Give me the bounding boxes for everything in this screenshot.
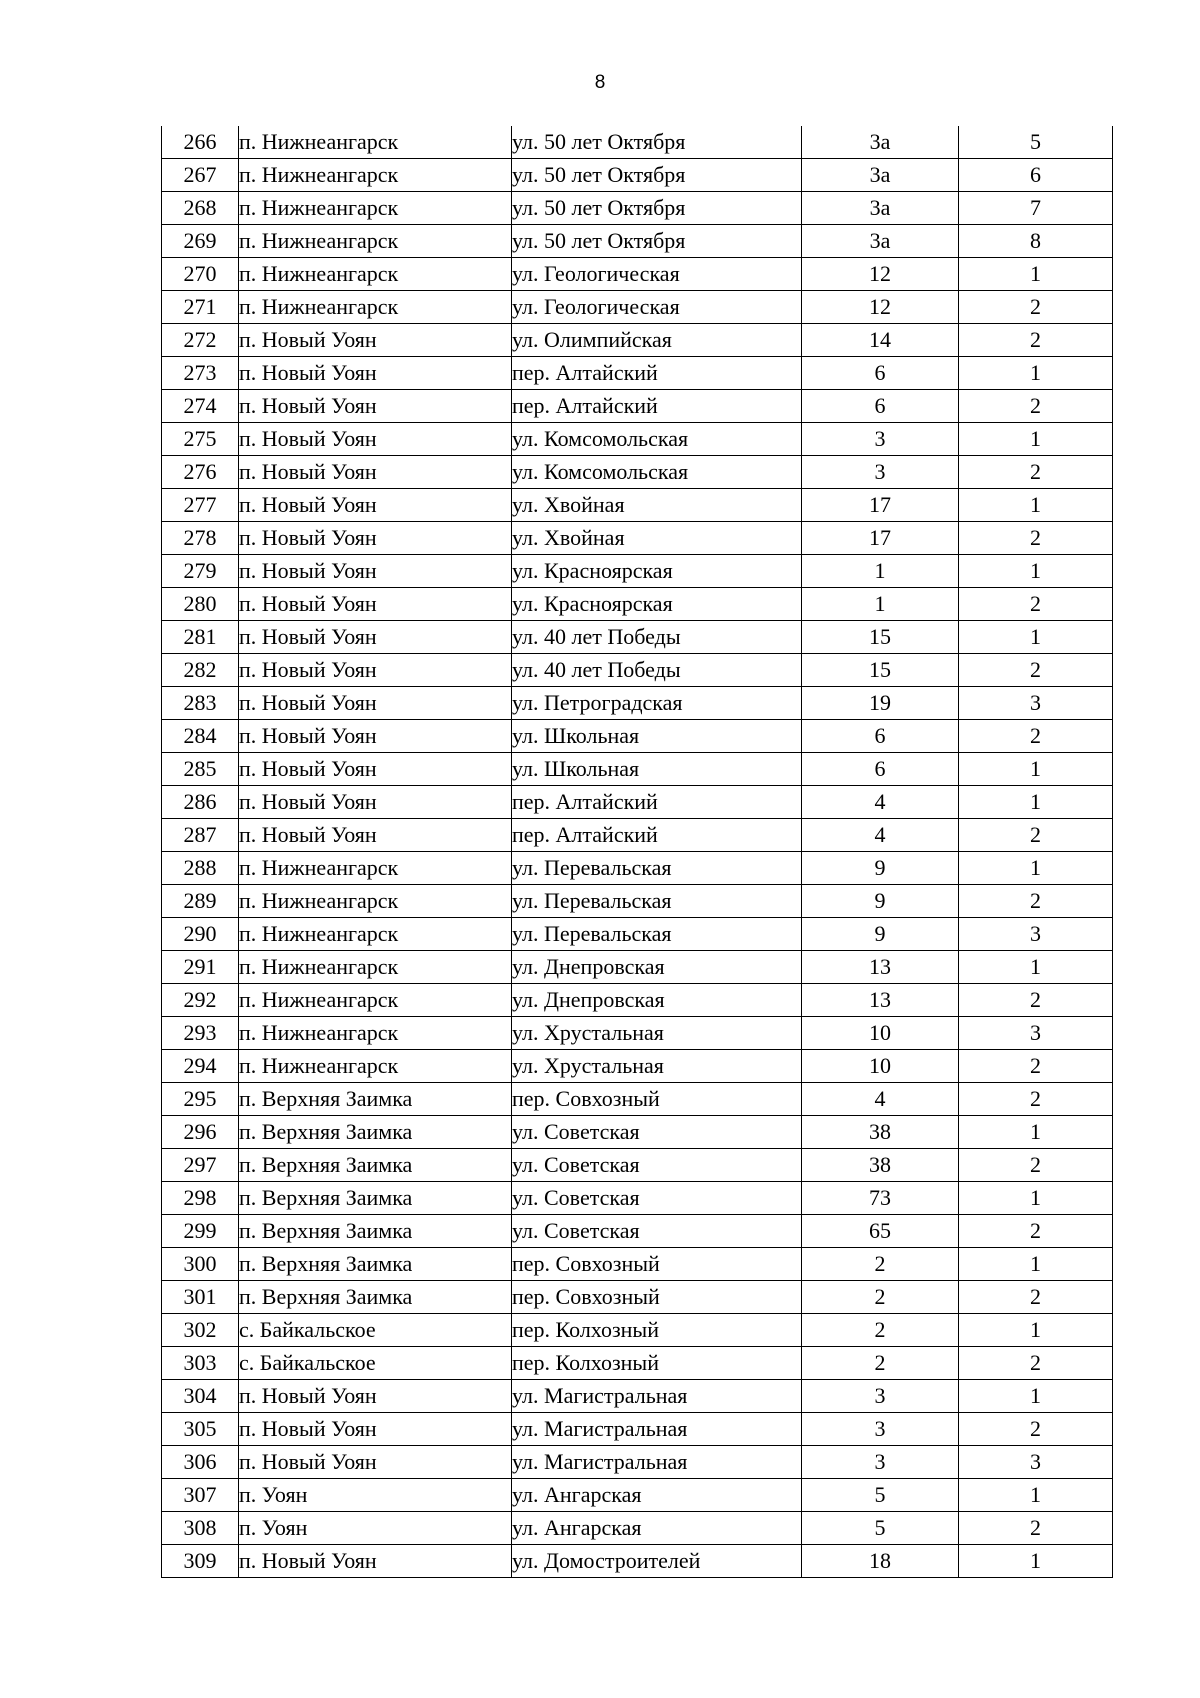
street-cell: ул. Хрустальная	[512, 1050, 802, 1083]
row-number-cell: 273	[162, 357, 239, 390]
settlement-cell: п. Верхняя Заимка	[239, 1281, 512, 1314]
street-cell: ул. Хвойная	[512, 489, 802, 522]
street-cell: пер. Совхозный	[512, 1281, 802, 1314]
street-cell: ул. Ангарская	[512, 1512, 802, 1545]
settlement-cell: п. Новый Уоян	[239, 1545, 512, 1578]
settlement-cell: п. Новый Уоян	[239, 423, 512, 456]
table-row	[162, 1380, 1113, 1413]
apartment-number-cell: 2	[959, 390, 1113, 423]
house-number-cell: 4	[802, 786, 959, 819]
house-number-cell: 73	[802, 1182, 959, 1215]
street-cell: ул. Олимпийская	[512, 324, 802, 357]
table-row	[162, 1149, 1113, 1182]
table-row	[162, 1347, 1113, 1380]
apartment-number-cell: 2	[959, 1413, 1113, 1446]
house-number-cell: 9	[802, 885, 959, 918]
house-number-cell: 3а	[802, 192, 959, 225]
table-row	[162, 654, 1113, 687]
settlement-cell: п. Нижнеангарск	[239, 291, 512, 324]
table-row	[162, 1182, 1113, 1215]
house-number-cell: 17	[802, 522, 959, 555]
row-number-cell: 309	[162, 1545, 239, 1578]
house-number-cell: 19	[802, 687, 959, 720]
settlement-cell: п. Нижнеангарск	[239, 159, 512, 192]
apartment-number-cell: 1	[959, 1248, 1113, 1281]
house-number-cell: 4	[802, 1083, 959, 1116]
street-cell: ул. Геологическая	[512, 258, 802, 291]
apartment-number-cell: 1	[959, 1314, 1113, 1347]
row-number-cell: 282	[162, 654, 239, 687]
table-row	[162, 555, 1113, 588]
apartment-number-cell: 3	[959, 687, 1113, 720]
settlement-cell: п. Нижнеангарск	[239, 918, 512, 951]
street-cell: пер. Алтайский	[512, 819, 802, 852]
row-number-cell: 287	[162, 819, 239, 852]
settlement-cell: п. Нижнеангарск	[239, 1017, 512, 1050]
row-number-cell: 272	[162, 324, 239, 357]
house-number-cell: 3	[802, 1413, 959, 1446]
street-cell: ул. Школьная	[512, 720, 802, 753]
apartment-number-cell: 2	[959, 1215, 1113, 1248]
row-number-cell: 291	[162, 951, 239, 984]
apartment-number-cell: 8	[959, 225, 1113, 258]
row-number-cell: 305	[162, 1413, 239, 1446]
row-number-cell: 270	[162, 258, 239, 291]
row-number-cell: 277	[162, 489, 239, 522]
settlement-cell: п. Новый Уоян	[239, 753, 512, 786]
table-row	[162, 324, 1113, 357]
settlement-cell: п. Верхняя Заимка	[239, 1182, 512, 1215]
settlement-cell: п. Нижнеангарск	[239, 1050, 512, 1083]
table-row	[162, 1512, 1113, 1545]
table-row	[162, 192, 1113, 225]
street-cell: ул. Комсомольская	[512, 423, 802, 456]
table-row	[162, 291, 1113, 324]
apartment-number-cell: 1	[959, 1479, 1113, 1512]
house-number-cell: 2	[802, 1314, 959, 1347]
house-number-cell: 3	[802, 1380, 959, 1413]
apartment-number-cell: 1	[959, 621, 1113, 654]
row-number-cell: 268	[162, 192, 239, 225]
row-number-cell: 271	[162, 291, 239, 324]
apartment-number-cell: 7	[959, 192, 1113, 225]
street-cell: ул. Ангарская	[512, 1479, 802, 1512]
apartment-number-cell: 2	[959, 1050, 1113, 1083]
settlement-cell: п. Новый Уоян	[239, 1413, 512, 1446]
row-number-cell: 288	[162, 852, 239, 885]
street-cell: пер. Алтайский	[512, 390, 802, 423]
street-cell: пер. Колхозный	[512, 1314, 802, 1347]
settlement-cell: п. Новый Уоян	[239, 687, 512, 720]
table-row	[162, 984, 1113, 1017]
settlement-cell: п. Верхняя Заимка	[239, 1149, 512, 1182]
apartment-number-cell: 1	[959, 951, 1113, 984]
table-row	[162, 1479, 1113, 1512]
row-number-cell: 301	[162, 1281, 239, 1314]
house-number-cell: 4	[802, 819, 959, 852]
street-cell: ул. Комсомольская	[512, 456, 802, 489]
house-number-cell: 3	[802, 456, 959, 489]
row-number-cell: 278	[162, 522, 239, 555]
apartment-number-cell: 2	[959, 984, 1113, 1017]
house-number-cell: 10	[802, 1017, 959, 1050]
house-number-cell: 1	[802, 588, 959, 621]
apartment-number-cell: 6	[959, 159, 1113, 192]
apartment-number-cell: 1	[959, 1380, 1113, 1413]
house-number-cell: 65	[802, 1215, 959, 1248]
street-cell: ул. Хвойная	[512, 522, 802, 555]
apartment-number-cell: 1	[959, 1182, 1113, 1215]
street-cell: ул. Хрустальная	[512, 1017, 802, 1050]
settlement-cell: п. Нижнеангарск	[239, 258, 512, 291]
table-row	[162, 159, 1113, 192]
street-cell: ул. 50 лет Октября	[512, 225, 802, 258]
table-row	[162, 1446, 1113, 1479]
street-cell: пер. Совхозный	[512, 1248, 802, 1281]
table-row	[162, 1545, 1113, 1578]
house-number-cell: 12	[802, 291, 959, 324]
apartment-number-cell: 3	[959, 1017, 1113, 1050]
house-number-cell: 2	[802, 1347, 959, 1380]
apartment-number-cell: 3	[959, 1446, 1113, 1479]
table-row	[162, 1215, 1113, 1248]
street-cell: пер. Алтайский	[512, 786, 802, 819]
table-row	[162, 819, 1113, 852]
apartment-number-cell: 1	[959, 258, 1113, 291]
settlement-cell: п. Новый Уоян	[239, 720, 512, 753]
street-cell: ул. Петроградская	[512, 687, 802, 720]
street-cell: ул. Красноярская	[512, 588, 802, 621]
street-cell: ул. Днепровская	[512, 984, 802, 1017]
apartment-number-cell: 5	[959, 126, 1113, 159]
table-row	[162, 225, 1113, 258]
apartment-number-cell: 2	[959, 522, 1113, 555]
house-number-cell: 38	[802, 1116, 959, 1149]
street-cell: ул. Перевальская	[512, 885, 802, 918]
row-number-cell: 299	[162, 1215, 239, 1248]
table-row	[162, 621, 1113, 654]
apartment-number-cell: 2	[959, 720, 1113, 753]
row-number-cell: 304	[162, 1380, 239, 1413]
apartment-number-cell: 2	[959, 654, 1113, 687]
settlement-cell: п. Новый Уоян	[239, 621, 512, 654]
table-row	[162, 522, 1113, 555]
table-row	[162, 720, 1113, 753]
street-cell: ул. 50 лет Октября	[512, 159, 802, 192]
address-table-body	[162, 126, 1113, 1578]
apartment-number-cell: 1	[959, 489, 1113, 522]
settlement-cell: п. Уоян	[239, 1479, 512, 1512]
street-cell: ул. Советская	[512, 1215, 802, 1248]
settlement-cell: п. Новый Уоян	[239, 1446, 512, 1479]
apartment-number-cell: 2	[959, 1512, 1113, 1545]
apartment-number-cell: 3	[959, 918, 1113, 951]
table-row	[162, 423, 1113, 456]
apartment-number-cell: 1	[959, 852, 1113, 885]
house-number-cell: 5	[802, 1512, 959, 1545]
house-number-cell: 17	[802, 489, 959, 522]
row-number-cell: 269	[162, 225, 239, 258]
row-number-cell: 283	[162, 687, 239, 720]
settlement-cell: п. Нижнеангарск	[239, 951, 512, 984]
apartment-number-cell: 1	[959, 1545, 1113, 1578]
row-number-cell: 296	[162, 1116, 239, 1149]
apartment-number-cell: 2	[959, 456, 1113, 489]
table-row	[162, 1083, 1113, 1116]
row-number-cell: 279	[162, 555, 239, 588]
settlement-cell: п. Нижнеангарск	[239, 852, 512, 885]
row-number-cell: 307	[162, 1479, 239, 1512]
street-cell: пер. Совхозный	[512, 1083, 802, 1116]
house-number-cell: 3а	[802, 126, 959, 159]
table-row	[162, 753, 1113, 786]
table-row	[162, 1017, 1113, 1050]
row-number-cell: 274	[162, 390, 239, 423]
house-number-cell: 3а	[802, 159, 959, 192]
apartment-number-cell: 1	[959, 1116, 1113, 1149]
apartment-number-cell: 2	[959, 1083, 1113, 1116]
row-number-cell: 275	[162, 423, 239, 456]
settlement-cell: п. Новый Уоян	[239, 786, 512, 819]
apartment-number-cell: 1	[959, 357, 1113, 390]
apartment-number-cell: 2	[959, 291, 1113, 324]
street-cell: ул. Школьная	[512, 753, 802, 786]
settlement-cell: п. Новый Уоян	[239, 357, 512, 390]
house-number-cell: 2	[802, 1248, 959, 1281]
street-cell: пер. Алтайский	[512, 357, 802, 390]
row-number-cell: 300	[162, 1248, 239, 1281]
house-number-cell: 6	[802, 753, 959, 786]
table-row	[162, 786, 1113, 819]
table-row	[162, 489, 1113, 522]
table-row	[162, 1248, 1113, 1281]
house-number-cell: 12	[802, 258, 959, 291]
settlement-cell: п. Верхняя Заимка	[239, 1215, 512, 1248]
address-table	[161, 126, 1113, 1578]
page-number: 8	[594, 72, 606, 93]
table-row	[162, 1281, 1113, 1314]
apartment-number-cell: 1	[959, 555, 1113, 588]
apartment-number-cell: 2	[959, 1281, 1113, 1314]
apartment-number-cell: 1	[959, 423, 1113, 456]
house-number-cell: 6	[802, 390, 959, 423]
street-cell: ул. Домостроителей	[512, 1545, 802, 1578]
row-number-cell: 266	[162, 126, 239, 159]
settlement-cell: с. Байкальское	[239, 1314, 512, 1347]
row-number-cell: 280	[162, 588, 239, 621]
table-row	[162, 1116, 1113, 1149]
street-cell: ул. 50 лет Октября	[512, 126, 802, 159]
street-cell: ул. 40 лет Победы	[512, 654, 802, 687]
street-cell: ул. Советская	[512, 1149, 802, 1182]
settlement-cell: п. Верхняя Заимка	[239, 1083, 512, 1116]
table-row	[162, 687, 1113, 720]
street-cell: ул. Днепровская	[512, 951, 802, 984]
table-row	[162, 588, 1113, 621]
settlement-cell: п. Новый Уоян	[239, 456, 512, 489]
row-number-cell: 292	[162, 984, 239, 1017]
house-number-cell: 3	[802, 423, 959, 456]
row-number-cell: 267	[162, 159, 239, 192]
apartment-number-cell: 1	[959, 786, 1113, 819]
row-number-cell: 289	[162, 885, 239, 918]
row-number-cell: 306	[162, 1446, 239, 1479]
street-cell: ул. 50 лет Октября	[512, 192, 802, 225]
apartment-number-cell: 2	[959, 885, 1113, 918]
row-number-cell: 293	[162, 1017, 239, 1050]
settlement-cell: п. Новый Уоян	[239, 654, 512, 687]
street-cell: ул. Перевальская	[512, 918, 802, 951]
street-cell: ул. Советская	[512, 1116, 802, 1149]
row-number-cell: 294	[162, 1050, 239, 1083]
apartment-number-cell: 2	[959, 588, 1113, 621]
street-cell: ул. Магистральная	[512, 1413, 802, 1446]
apartment-number-cell: 2	[959, 1149, 1113, 1182]
table-row	[162, 258, 1113, 291]
street-cell: ул. Геологическая	[512, 291, 802, 324]
settlement-cell: п. Новый Уоян	[239, 390, 512, 423]
house-number-cell: 15	[802, 621, 959, 654]
house-number-cell: 9	[802, 852, 959, 885]
row-number-cell: 303	[162, 1347, 239, 1380]
settlement-cell: п. Новый Уоян	[239, 555, 512, 588]
street-cell: ул. Перевальская	[512, 852, 802, 885]
settlement-cell: с. Байкальское	[239, 1347, 512, 1380]
house-number-cell: 15	[802, 654, 959, 687]
settlement-cell: п. Нижнеангарск	[239, 192, 512, 225]
table-row	[162, 951, 1113, 984]
settlement-cell: п. Нижнеангарск	[239, 984, 512, 1017]
house-number-cell: 14	[802, 324, 959, 357]
table-row	[162, 1413, 1113, 1446]
house-number-cell: 38	[802, 1149, 959, 1182]
row-number-cell: 302	[162, 1314, 239, 1347]
settlement-cell: п. Новый Уоян	[239, 819, 512, 852]
apartment-number-cell: 2	[959, 1347, 1113, 1380]
settlement-cell: п. Новый Уоян	[239, 522, 512, 555]
apartment-number-cell: 2	[959, 819, 1113, 852]
row-number-cell: 290	[162, 918, 239, 951]
table-row	[162, 918, 1113, 951]
street-cell: ул. Красноярская	[512, 555, 802, 588]
street-cell: ул. Магистральная	[512, 1380, 802, 1413]
street-cell: пер. Колхозный	[512, 1347, 802, 1380]
row-number-cell: 281	[162, 621, 239, 654]
table-row	[162, 1314, 1113, 1347]
row-number-cell: 284	[162, 720, 239, 753]
street-cell: ул. 40 лет Победы	[512, 621, 802, 654]
house-number-cell: 10	[802, 1050, 959, 1083]
table-row	[162, 390, 1113, 423]
settlement-cell: п. Верхняя Заимка	[239, 1248, 512, 1281]
row-number-cell: 286	[162, 786, 239, 819]
row-number-cell: 297	[162, 1149, 239, 1182]
table-row	[162, 1050, 1113, 1083]
row-number-cell: 295	[162, 1083, 239, 1116]
apartment-number-cell: 1	[959, 753, 1113, 786]
settlement-cell: п. Новый Уоян	[239, 1380, 512, 1413]
house-number-cell: 3	[802, 1446, 959, 1479]
table-row	[162, 456, 1113, 489]
house-number-cell: 1	[802, 555, 959, 588]
settlement-cell: п. Новый Уоян	[239, 588, 512, 621]
table-row	[162, 126, 1113, 159]
settlement-cell: п. Новый Уоян	[239, 489, 512, 522]
table-row	[162, 357, 1113, 390]
row-number-cell: 298	[162, 1182, 239, 1215]
settlement-cell: п. Нижнеангарск	[239, 126, 512, 159]
row-number-cell: 276	[162, 456, 239, 489]
house-number-cell: 6	[802, 720, 959, 753]
street-cell: ул. Магистральная	[512, 1446, 802, 1479]
table-row	[162, 852, 1113, 885]
house-number-cell: 2	[802, 1281, 959, 1314]
house-number-cell: 13	[802, 951, 959, 984]
house-number-cell: 6	[802, 357, 959, 390]
house-number-cell: 9	[802, 918, 959, 951]
settlement-cell: п. Уоян	[239, 1512, 512, 1545]
house-number-cell: 13	[802, 984, 959, 1017]
settlement-cell: п. Нижнеангарск	[239, 885, 512, 918]
house-number-cell: 18	[802, 1545, 959, 1578]
settlement-cell: п. Новый Уоян	[239, 324, 512, 357]
settlement-cell: п. Верхняя Заимка	[239, 1116, 512, 1149]
row-number-cell: 285	[162, 753, 239, 786]
street-cell: ул. Советская	[512, 1182, 802, 1215]
house-number-cell: 3а	[802, 225, 959, 258]
apartment-number-cell: 2	[959, 324, 1113, 357]
settlement-cell: п. Нижнеангарск	[239, 225, 512, 258]
table-row	[162, 885, 1113, 918]
row-number-cell: 308	[162, 1512, 239, 1545]
house-number-cell: 5	[802, 1479, 959, 1512]
